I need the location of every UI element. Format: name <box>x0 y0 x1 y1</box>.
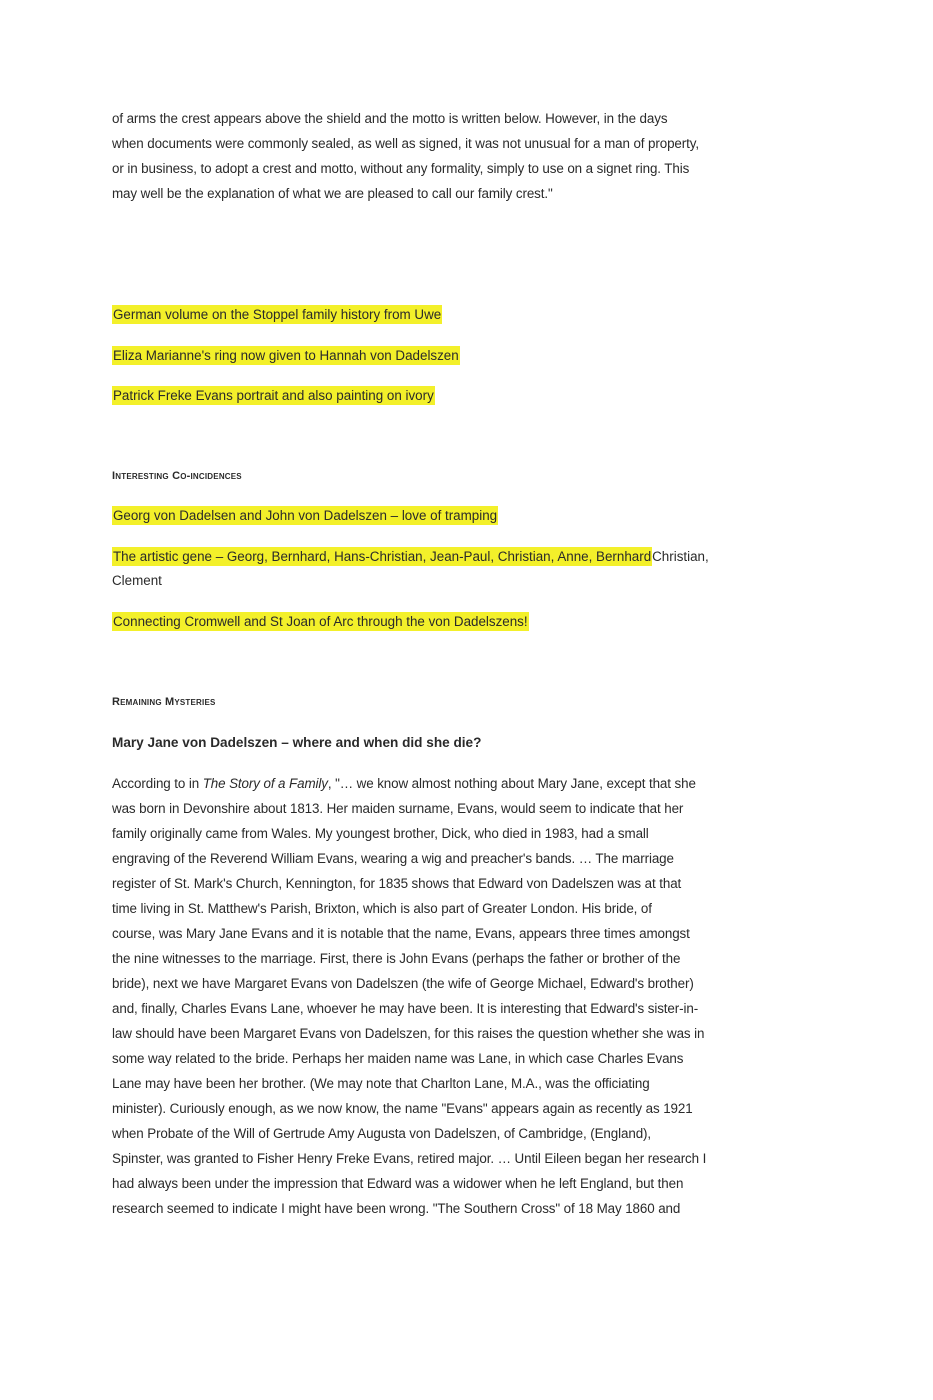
paragraph-line: the nine witnesses to the marriage. First, there is John Evans (perhaps the father or brother of the <box>112 951 681 966</box>
paragraph-line: law should have been Margaret Evans von Dadelszen, for this raises the question whether she was in <box>112 1026 705 1041</box>
paragraph-line: Spinster, was granted to Fisher Henry Freke Evans, retired major. … Until Eileen began her research I <box>112 1151 707 1166</box>
highlighted-item: Eliza Marianne's ring now given to Hannah von Dadelszen <box>113 348 459 363</box>
coincidence-item: The artistic gene – Georg, Bernhard, Hans-Christian, Jean-Paul, Christian, Anne, BernhardChristian, <box>113 549 709 564</box>
paragraph-line: when Probate of the Will of Gertrude Amy Augusta von Dadelszen, of Cambridge, (England), <box>112 1126 652 1141</box>
paragraph-line: time living in St. Matthew's Parish, Brixton, which is also part of Greater London. His bride, of <box>112 901 652 916</box>
paragraph-line: course, was Mary Jane Evans and it is notable that the name, Evans, appears three times amongst <box>112 926 690 941</box>
paragraph-line: was born in Devonshire about 1813. Her maiden surname, Evans, would seem to indicate that her <box>112 801 684 816</box>
mysteries-section <box>112 692 832 1221</box>
coincidence-item-continuation: Clement <box>112 573 162 588</box>
paragraph-line: Lane may have been her brother. (We may note that Charlton Lane, M.A., was the officiating <box>112 1076 650 1091</box>
section-heading: Interesting Co-incidences <box>112 470 242 482</box>
paragraph-line: minister). Curiously enough, as we now know, the name "Evans" appears again as recently as 1921 <box>112 1101 693 1116</box>
intro-line: of arms the crest appears above the shield and the motto is written below. However, in the days <box>112 111 668 126</box>
paragraph-line: and, finally, Charles Evans Lane, whoever he may have been. It is interesting that Edward's sister-in- <box>112 1001 699 1016</box>
subheading: Mary Jane von Dadelszen – where and when did she die? <box>112 735 482 750</box>
paragraph-line: register of St. Mark's Church, Kennington, for 1835 shows that Edward von Dadelszen was at that <box>112 876 682 891</box>
paragraph-line: According to in The Story of a Family, "… we know almost nothing about Mary Jane, except that she <box>112 776 696 791</box>
coincidence-item: Georg von Dadelsen and John von Dadelszen – love of tramping <box>113 508 498 523</box>
intro-line: may well be the explanation of what we are pleased to call our family crest." <box>112 186 553 201</box>
intro-line: or in business, to adopt a crest and motto, without any formality, simply to use on a signet ring. This <box>112 161 690 176</box>
intro-line: when documents were commonly sealed, as well as signed, it was not unusual for a man of property, <box>112 136 699 151</box>
paragraph-line: engraving of the Reverend William Evans, wearing a wig and preacher's bands. … The marriage <box>112 851 674 866</box>
coincidence-item: Connecting Cromwell and St Joan of Arc through the von Dadelszens! <box>113 614 528 629</box>
book-title: The Story of a Family <box>202 776 328 791</box>
document-page <box>112 104 832 1221</box>
paragraph-line: research seemed to indicate I might have been wrong. "The Southern Cross" of 18 May 1860 and <box>112 1201 681 1216</box>
highlighted-list <box>112 305 832 406</box>
paragraph-line: family originally came from Wales. My youngest brother, Dick, who died in 1983, had a small <box>112 826 649 841</box>
intro-paragraph <box>112 106 832 206</box>
paragraph-line: some way related to the bride. Perhaps her maiden name was Lane, in which case Charles Evans <box>112 1051 684 1066</box>
coincidences-section <box>112 466 832 632</box>
section-heading: Remaining Mysteries <box>112 696 216 708</box>
highlighted-item: German volume on the Stoppel family history from Uwe <box>113 307 442 322</box>
mysteries-paragraph <box>112 771 832 1221</box>
paragraph-line: bride), next we have Margaret Evans von Dadelszen (the wife of George Michael, Edward's brother) <box>112 976 694 991</box>
highlighted-item: Patrick Freke Evans portrait and also painting on ivory <box>113 388 434 403</box>
paragraph-line: had always been under the impression that Edward was a widower when he left England, but then <box>112 1176 684 1191</box>
